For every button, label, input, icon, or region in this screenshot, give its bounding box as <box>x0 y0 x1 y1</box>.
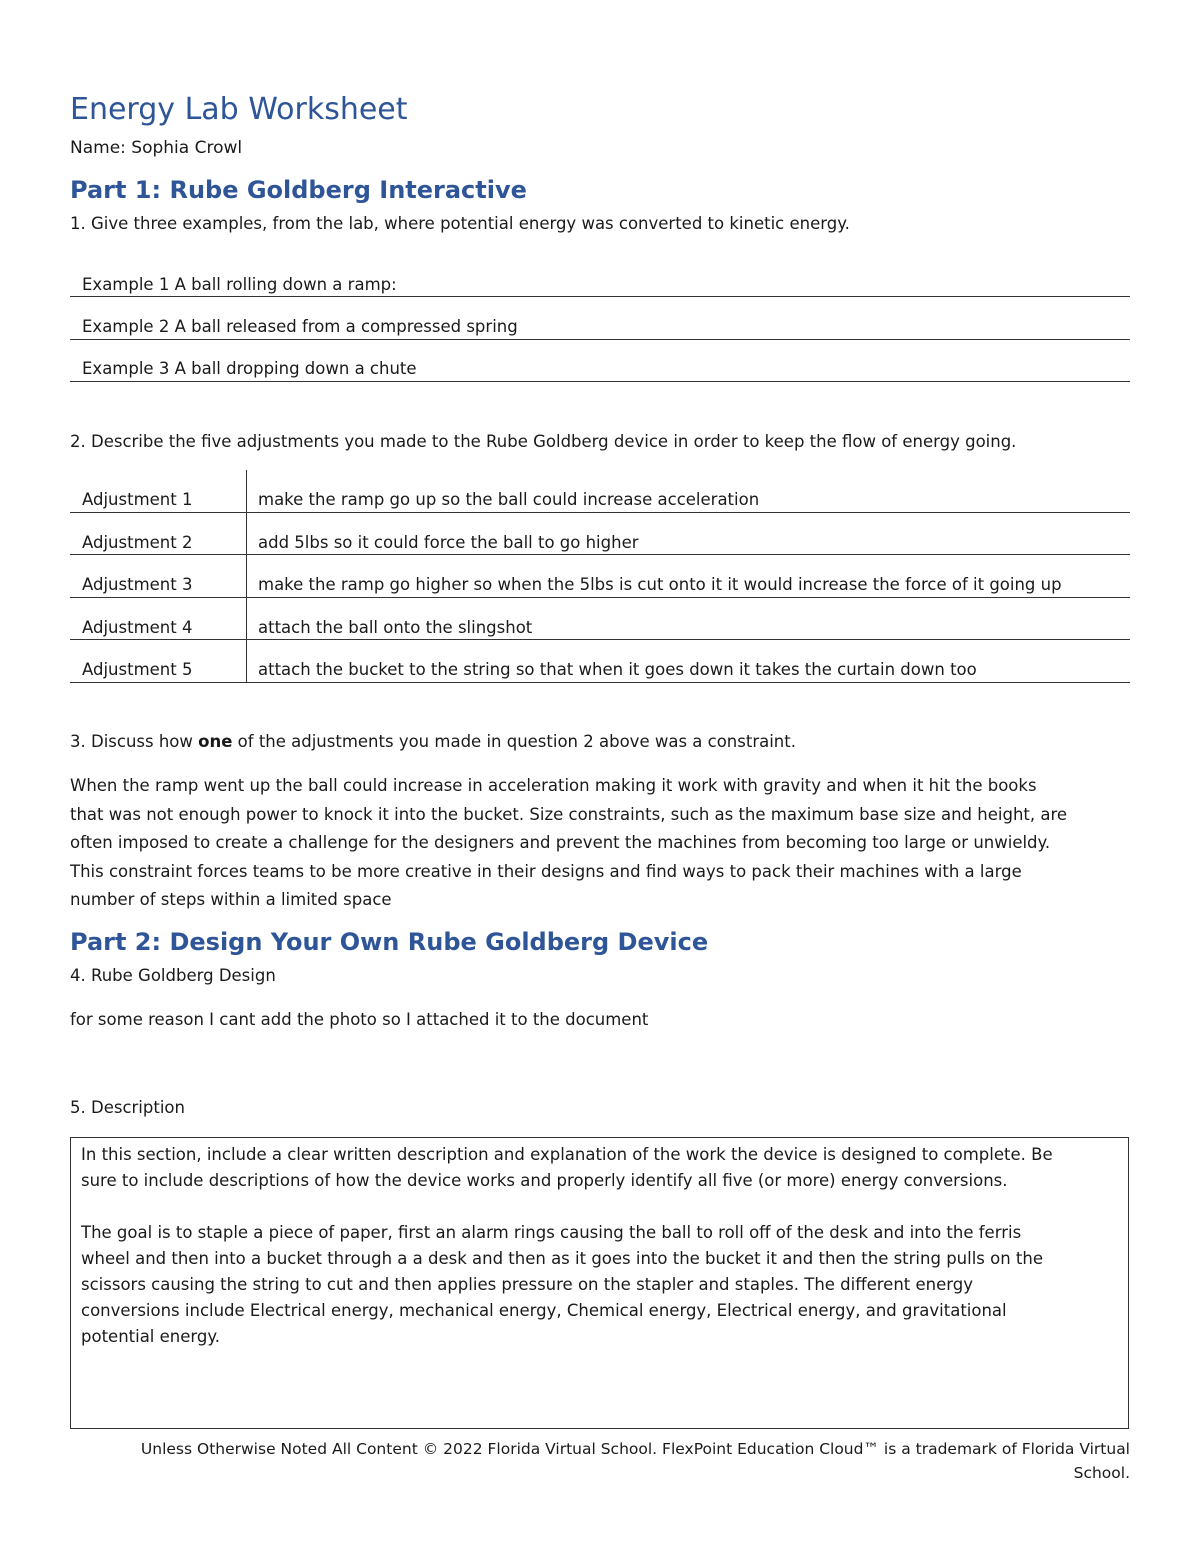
adjustment-text: attach the ball onto the slingshot <box>258 618 533 637</box>
answer-4: for some reason I cant add the photo so I attached it to the document <box>70 1010 649 1029</box>
table-column-divider <box>246 470 247 682</box>
instruction-line: sure to include descriptions of how the device works and properly identify all five (or more) energy conversions. <box>81 1171 1008 1190</box>
part1-heading: Part 1: Rube Goldberg Interactive <box>70 176 527 204</box>
answer-3 <box>70 772 1135 915</box>
adjustment-text: attach the bucket to the string so that when it goes down it takes the curtain down too <box>258 660 977 679</box>
adjustment-label: Adjustment 2 <box>82 533 193 552</box>
description-text <box>81 1142 1121 1350</box>
question-3-emphasis: one <box>198 732 233 751</box>
answer-3-line: When the ramp went up the ball could increase in acceleration making it work with gravity and when it hit the books <box>70 776 1037 795</box>
footer-line: Unless Otherwise Noted All Content © 2022 Florida Virtual School. FlexPoint Education Cloud™ is a trademark of Florida Virtual <box>140 1440 1130 1458</box>
student-name: Name: Sophia Crowl <box>70 138 243 158</box>
question-5: 5. Description <box>70 1098 185 1117</box>
example-2: Example 2 A ball released from a compressed spring <box>82 317 518 336</box>
question-1: 1. Give three examples, from the lab, where potential energy was converted to kinetic energy. <box>70 214 850 233</box>
description-line: The goal is to staple a piece of paper, first an alarm rings causing the ball to roll off of the desk and into the ferris <box>81 1223 1022 1242</box>
answer-3-line: that was not enough power to knock it into the bucket. Size constraints, such as the maximum base size and height, are <box>70 804 1068 824</box>
adjustment-label: Adjustment 5 <box>82 660 193 679</box>
divider <box>70 296 1130 297</box>
adjustment-text: make the ramp go up so the ball could increase acceleration <box>258 490 760 509</box>
question-2: 2. Describe the five adjustments you made to the Rube Goldberg device in order to keep the flow of energy going. <box>70 432 1017 451</box>
description-line: conversions include Electrical energy, mechanical energy, Chemical energy, Electrical energy, and gravitational <box>81 1301 1007 1320</box>
divider <box>70 682 1130 683</box>
adjustment-text: make the ramp go higher so when the 5lbs is cut onto it it would increase the force of it going up <box>258 575 1062 594</box>
divider <box>70 554 1130 555</box>
example-1: Example 1 A ball rolling down a ramp: <box>82 275 397 294</box>
description-line: wheel and then into a bucket through a a desk and then as it goes into the bucket it and then the string pulls on the <box>81 1249 1044 1268</box>
adjustment-label: Adjustment 3 <box>82 575 193 594</box>
example-3: Example 3 A ball dropping down a chute <box>82 359 417 378</box>
footer-copyright <box>100 1437 1130 1485</box>
question-3 <box>70 732 796 751</box>
question-4: 4. Rube Goldberg Design <box>70 966 276 985</box>
footer-line: School. <box>1073 1464 1130 1482</box>
description-line: potential energy. <box>81 1327 221 1346</box>
question-3-suffix: of the adjustments you made in question 2 above was a constraint. <box>232 732 796 751</box>
adjustment-text: add 5lbs so it could force the ball to go higher <box>258 533 639 552</box>
answer-3-line: number of steps within a limited space <box>70 890 392 910</box>
answer-3-line: This constraint forces teams to be more creative in their designs and find ways to pack their machines with a large <box>70 861 1022 881</box>
divider <box>70 597 1130 598</box>
divider <box>70 512 1130 513</box>
page-title: Energy Lab Worksheet <box>70 92 408 127</box>
spacer <box>81 1194 1121 1220</box>
instruction-line: In this section, include a clear written description and explanation of the work the device is designed to complete. Be <box>81 1145 1053 1164</box>
question-3-prefix: 3. Discuss how <box>70 732 199 751</box>
divider <box>70 639 1130 640</box>
part2-heading: Part 2: Design Your Own Rube Goldberg Device <box>70 928 709 956</box>
answer-3-line: often imposed to create a challenge for the designers and prevent the machines from becoming too large or unwieldy. <box>70 833 1051 853</box>
adjustment-label: Adjustment 4 <box>82 618 193 637</box>
adjustment-label: Adjustment 1 <box>82 490 193 509</box>
description-line: scissors causing the string to cut and then applies pressure on the stapler and staples. The different energy <box>81 1275 973 1294</box>
divider <box>70 381 1130 382</box>
description-box[interactable] <box>70 1137 1129 1429</box>
divider <box>70 339 1130 340</box>
